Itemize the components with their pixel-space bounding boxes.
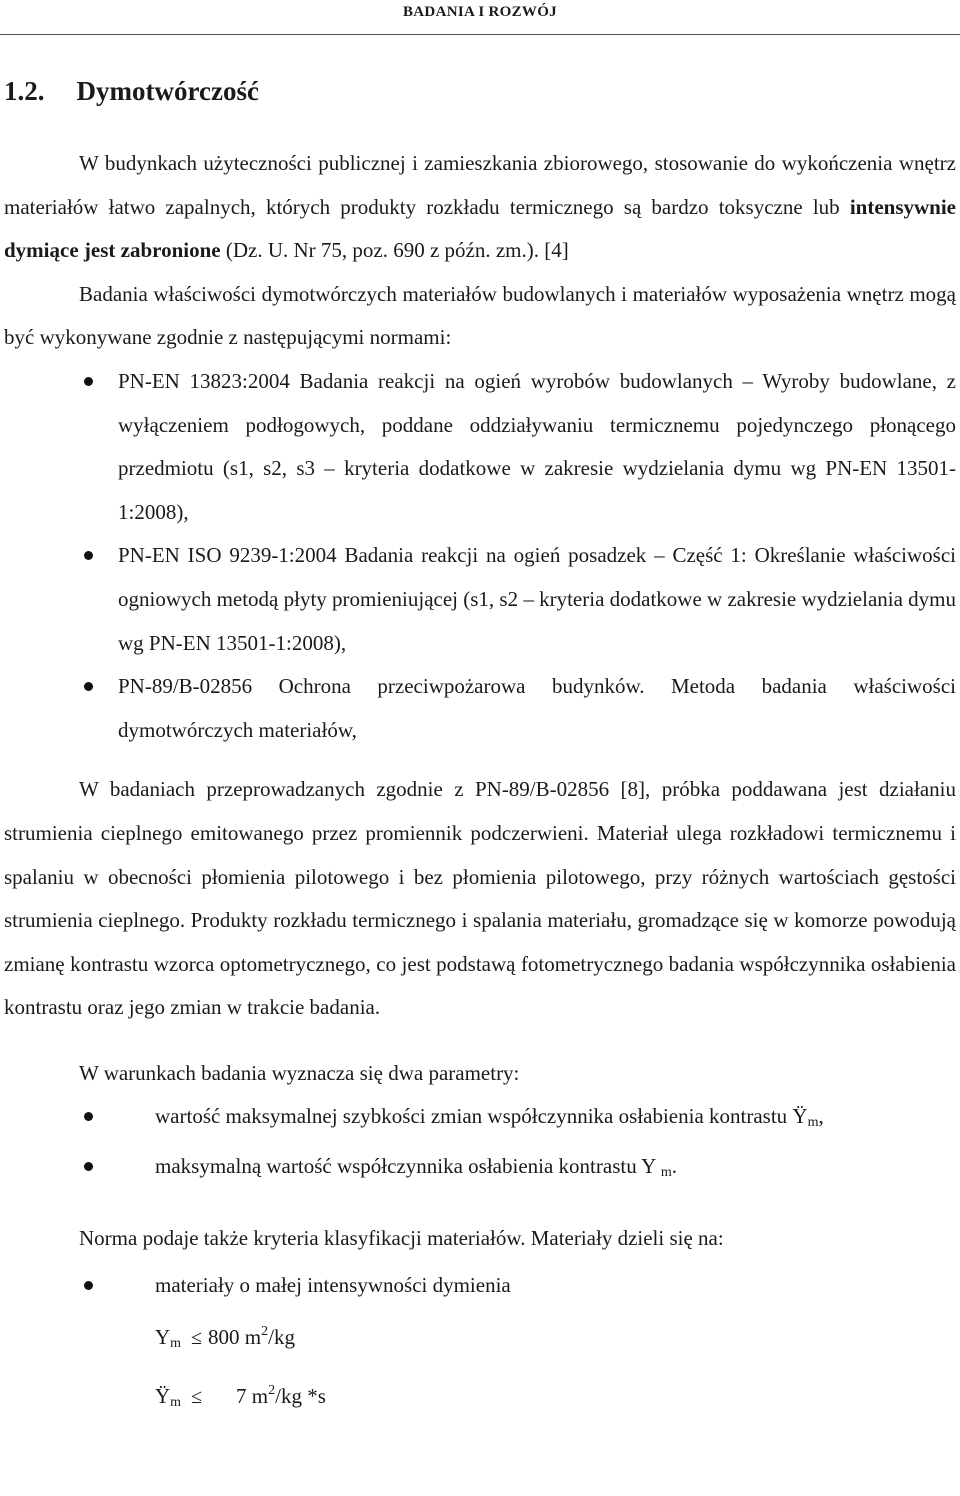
formula-ym-rate	[4, 1367, 956, 1426]
formula-symbol: Y	[155, 1324, 171, 1349]
parameter-subscript: m	[807, 1115, 819, 1131]
formula-exponent: 2	[261, 1323, 269, 1339]
norm-text: PN-EN ISO 9239-1:2004 Badania reakcji na ogień posadzek – Część 1: Określanie właściwości ogniowych metodą płyty promieniującej (s1, s2 – kryteria dodatkowe w zakresie wydzielania dymu wg PN-EN 13501-1:2008),	[118, 543, 957, 655]
running-header: BADANIA I ROZWÓJ	[403, 4, 557, 20]
list-item	[4, 1145, 956, 1195]
intro-text: W budynkach użyteczności publicznej i zamieszkania zbiorowego, stosowanie do wykończenia wnętrz materiałów łatwo zapalnych, których produkty rozkładu termicznego są bardzo toksyczne lub	[4, 151, 956, 219]
header-rule	[0, 34, 960, 35]
intro-bold-text: intensywnie dymiące jest zabronione	[4, 194, 956, 263]
intro-citation: (Dz. U. Nr 75, poz. 690 z późn. zm.). [4]	[220, 238, 569, 263]
list-item	[4, 534, 956, 665]
formula-exponent: 2	[268, 1382, 276, 1398]
parameter-text: maksymalną wartość współczynnika osłabienia kontrastu Y	[155, 1154, 661, 1179]
parameter-tail: .	[671, 1154, 677, 1179]
parameter-subscript: m	[660, 1165, 672, 1181]
parameters-list	[4, 1095, 956, 1194]
parameter-text: wartość maksymalnej szybkości zmian współczynnika osłabienia kontrastu Ÿ	[155, 1104, 808, 1129]
less-equal-sign: ≤	[191, 1385, 203, 1408]
list-item	[4, 665, 956, 752]
norm-text: PN-EN 13823:2004 Badania reakcji na ogień wyrobów budowlanych – Wyroby budowlane, z wyłączeniem podłogowych, poddane oddziaływaniu termicznemu pojedynczego płonącego przedmiotu (s1, s2, s3 – kryteria dodatkowe w zakresie wydzielania dymu wg PN-EN 13501-1:2008),	[118, 368, 956, 524]
bullet-icon	[84, 1112, 93, 1121]
formula-subscript: m	[170, 1335, 182, 1351]
paragraph-intro	[4, 142, 956, 273]
formula-subscript: m	[170, 1394, 182, 1410]
section-title: Dymotwórczość	[76, 76, 259, 106]
formula-ym	[4, 1308, 956, 1367]
paragraph-classification: Norma podaje także kryteria klasyfikacji materiałów. Materiały dzieli się na:	[79, 1225, 724, 1250]
list-item	[4, 1264, 956, 1308]
formula-unit: /kg *s	[275, 1383, 326, 1408]
formula-symbol: Ÿ	[155, 1383, 171, 1408]
section-number: 1.2.	[4, 76, 45, 106]
section-heading	[4, 76, 259, 107]
paragraph-norms-intro: Badania właściwości dymotwórczych materiałów budowlanych i materiałów wyposażenia wnętrz mogą być wykonywane zgodnie z następującymi normami:	[4, 281, 956, 350]
bullet-icon	[84, 1162, 93, 1171]
list-item	[4, 1095, 956, 1145]
class-text: materiały o małej intensywności dymienia	[155, 1273, 511, 1298]
norm-text: PN-89/B-02856 Ochrona przeciwpożarowa budynków. Metoda badania właściwości dymotwórczych materiałów,	[118, 674, 956, 742]
document-body	[4, 142, 956, 1426]
bullet-icon	[84, 682, 93, 691]
norms-list	[4, 360, 956, 752]
paragraph-parameters-intro: W warunkach badania wyznacza się dwa parametry:	[79, 1060, 520, 1085]
paragraph-method: W badaniach przeprowadzanych zgodnie z PN-89/B-02856 [8], próbka poddawana jest działaniu strumienia cieplnego emitowanego przez promiennik podczerwieni. Materiał ulega rozkładowi termicznemu i spalaniu w obecności płomienia pilotowego i bez płomienia pilotowego, przy różnych wartościach gęstości strumienia cieplnego. Produkty rozkładu termicznego i spalania materiału, gromadzące się w komorze powodują zmianę kontrastu wzorca optometrycznego, co jest podstawą fotometrycznego badania współczynnika osłabienia kontrastu oraz jego zmian w trakcie badania.	[4, 777, 956, 1020]
formula-unit: /kg	[268, 1324, 295, 1349]
parameter-tail: ,	[818, 1104, 824, 1129]
bullet-icon	[84, 551, 93, 560]
bullet-icon	[84, 1281, 93, 1290]
formula-value: 7 m	[236, 1383, 269, 1408]
list-item	[4, 360, 956, 534]
bullet-icon	[84, 377, 93, 386]
classes-list	[4, 1264, 956, 1308]
less-equal-sign: ≤	[191, 1326, 203, 1349]
formula-value: 800 m	[208, 1324, 262, 1349]
